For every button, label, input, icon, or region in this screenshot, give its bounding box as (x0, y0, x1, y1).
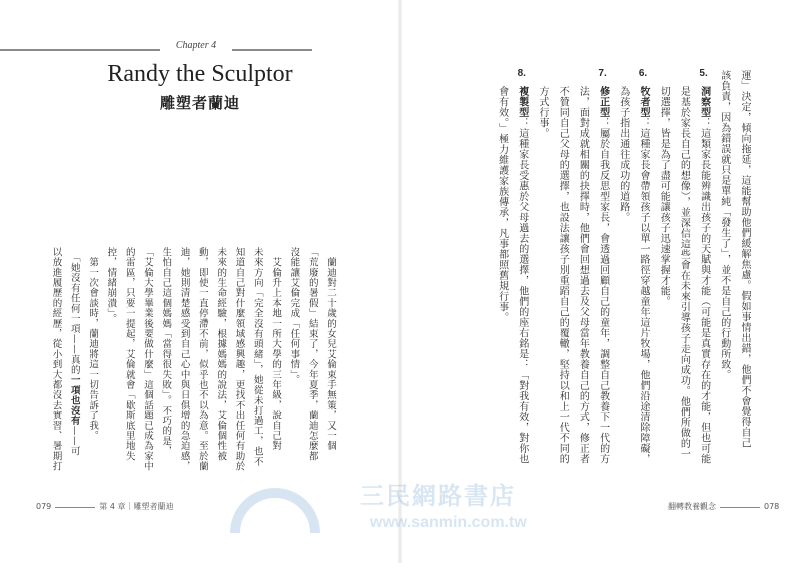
footer-rule (55, 507, 95, 508)
running-head: 翻轉教養觀念 (668, 502, 716, 511)
text-column: 蘭迪對二十歲的女兒艾倫束手無策，又一個 (325, 247, 336, 451)
list-item-label: 複製型 (516, 86, 528, 118)
text-segment: 「她沒有任何一項——真的 (68, 247, 80, 375)
list-item-label: 洞察型 (698, 86, 710, 118)
text-column: 未來方向「完全沒有頭緒」，她從未打過工，也不 (251, 247, 263, 467)
text-column (576, 86, 589, 464)
text-column: 動，即使一直停滯不前，似乎也不以為意。至於蘭 (196, 247, 208, 472)
column-text: 切選擇，皆是為了盡可能讓孩子迅速掌握才能。 (658, 86, 670, 307)
text-column (536, 86, 549, 139)
watermark-logo (230, 482, 590, 542)
text-column: 沒能讓艾倫完成「任何事情」。 (288, 247, 300, 386)
column-text: 會有效。」極力維護家族傳承，凡事都照舊規行事。 (496, 86, 508, 323)
text-column: 艾倫升上本地一所大學的三年級，說自己對 (270, 247, 282, 451)
list-number: 8. (517, 68, 526, 79)
column-text: ：這種家長會帶領孩子以單一路徑穿越童年這片牧場，他們沿途清除障礙， (638, 117, 649, 464)
page-number: 079 (36, 502, 52, 511)
text-column: 的雷區，只要一提起，艾倫就會「歇斯底里地失 (123, 247, 135, 462)
text-column: 第一次會談時，蘭迪將這一切告訴了我。 (87, 247, 99, 441)
text-column (556, 86, 569, 464)
list-item (597, 86, 610, 464)
column-text: 為孩子指出通往成功的道路。 (617, 86, 629, 223)
page-number: 078 (764, 502, 780, 511)
chapter-title-chinese: 雕塑者蘭迪 (159, 94, 240, 112)
text-column: 「荒廢的暑假」結束了，今年夏季，蘭迪怎麼都 (306, 247, 318, 462)
running-head: 第 4 章｜雕塑者蘭迪 (99, 502, 174, 511)
right-footer (668, 502, 779, 512)
text-column (617, 86, 630, 223)
text-segment: ——可 (68, 425, 80, 457)
list-number: 7. (598, 68, 607, 79)
column-text: ：這類家長能辨識出孩子的天賦與才能（可能是真實存在的才能，但也可能 (698, 117, 710, 464)
book-gutter (398, 0, 402, 563)
text-column: 未來的生命經驗，根據媽媽的說法，艾倫個性被 (215, 247, 227, 462)
column-text: 運」決定，傾向拖延，這能幫助他們緩解焦慮。假如事情出錯，他們不會覺得自己 (739, 70, 750, 448)
footer-rule (720, 507, 760, 508)
column-text: 不贊同自己父母的選擇，也設法讓孩子別重蹈自己的覆轍，堅持以和上一代不同的 (557, 86, 569, 464)
column-text: ：這種家長受惠於父母過去的選擇，他們的座右銘是：「對我有效，對你也 (516, 117, 528, 464)
text-column: 知道自己對什麼領域感興趣，更找不出任何有助於 (233, 247, 245, 472)
text-column (657, 86, 670, 307)
text-column: 「艾倫大學畢業後要做什麼」這個話題已成為家中 (142, 247, 153, 472)
chapter-rule-right (232, 49, 312, 51)
list-item (516, 86, 529, 464)
column-text: 是基於家長自己的想像），並深信這些會在未來引導孩子走向成功。他們所做的一 (678, 86, 690, 459)
chapter-label: Chapter 4 (175, 40, 217, 51)
text-column: 控，情緒崩潰」。 (105, 247, 117, 324)
left-footer (36, 502, 173, 512)
watermark-name: 三民網路書店 (360, 481, 516, 510)
column-text: 該負責，因為錯誤就只是單純「發生了」，並不是自己的行動所致。 (718, 70, 730, 380)
text-column: 生怕自己這個媽媽「當得很失敗」。不巧的是， (160, 247, 172, 457)
list-number: 6. (638, 68, 648, 79)
list-item-label: 修正型 (597, 86, 609, 118)
list-item (698, 86, 711, 464)
column-text: 法，面對成就相關的抉擇時，他們會回想過去及父母當年教養自己的方式，修正者 (577, 86, 589, 464)
text-column: 以放進履歷的經歷，從小到大都沒去實習、暑期打 (50, 247, 62, 472)
list-item-label: 牧者型 (638, 86, 649, 118)
list-number: 5. (699, 68, 708, 79)
text-column (677, 86, 690, 459)
watermark-url: www.sanmin.com.tw (370, 514, 527, 531)
column-text: 方式行事。 (537, 86, 548, 139)
column-text: ：屬於自我反思型家長，會透過回顧自己的童年，調整自己教養下一代的方 (597, 117, 609, 464)
text-column: 迪，她則清楚感受到自己心中與日俱增的急迫感， (178, 247, 190, 472)
watermark-arc-icon (230, 488, 320, 578)
text-column (68, 247, 80, 456)
emphasis-text: 一項也沒有 (68, 374, 80, 426)
text-column (738, 70, 751, 448)
text-column (496, 86, 509, 323)
text-column (718, 70, 731, 380)
chapter-rule-left (0, 49, 160, 51)
list-item (637, 86, 650, 464)
chapter-title-english: Randy the Sculptor (107, 61, 293, 87)
